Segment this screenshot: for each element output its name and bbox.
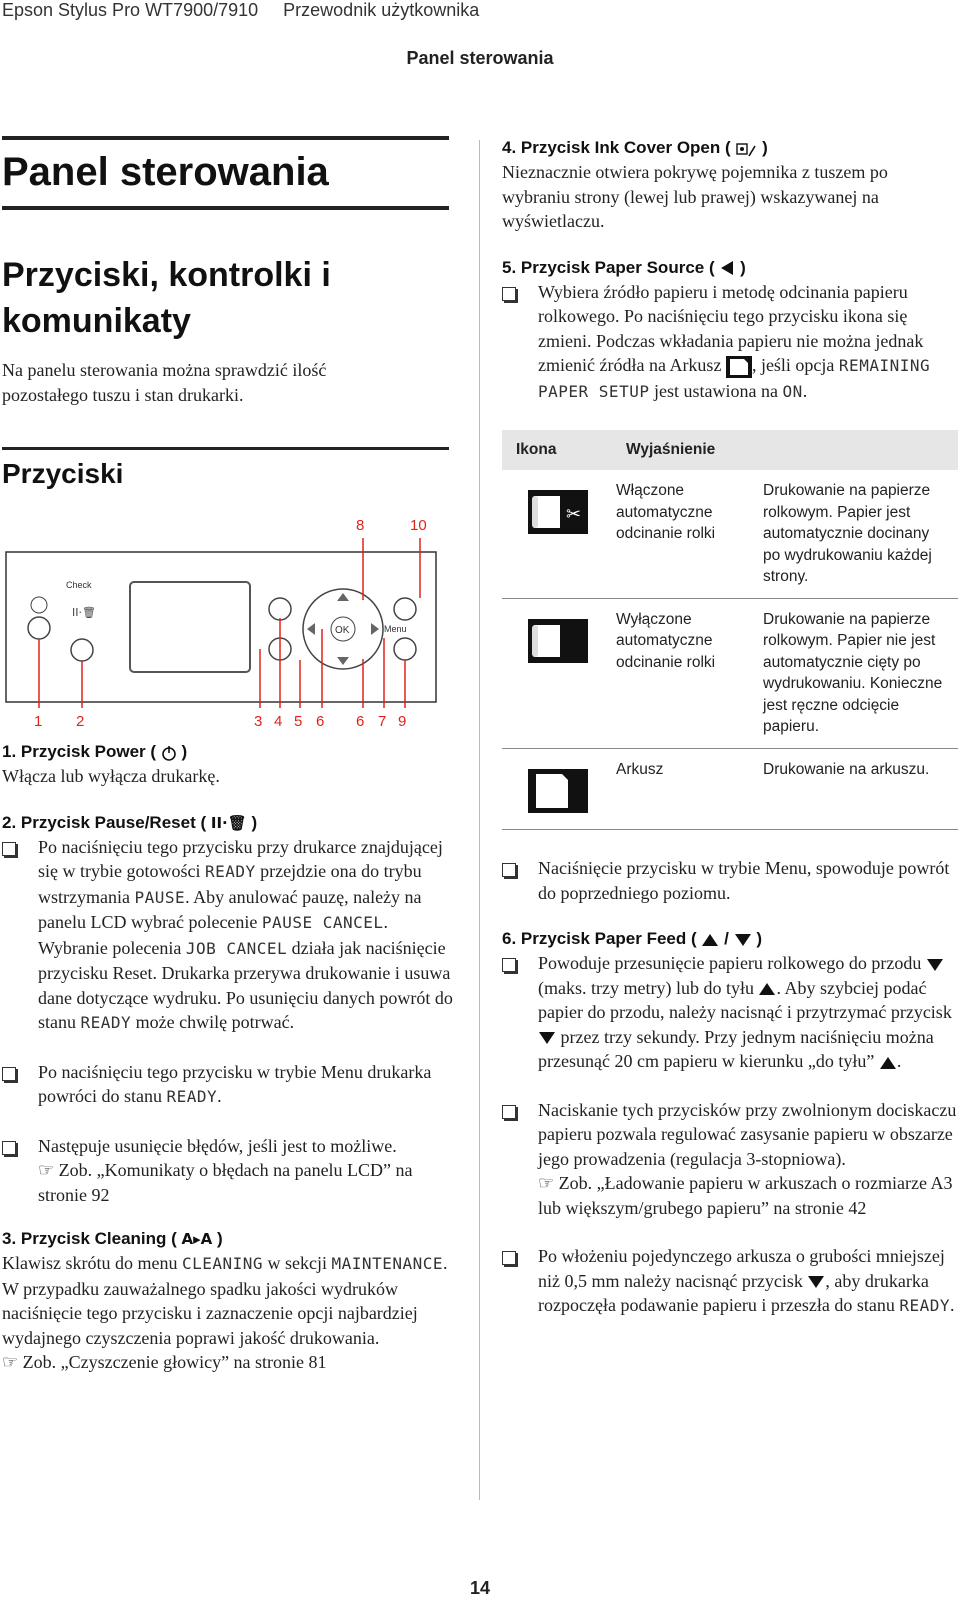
- roll-cutter-off-icon: [528, 619, 588, 663]
- svg-text:✂: ✂: [566, 504, 582, 525]
- table-cell-desc: Drukowanie na papierze rolkowym. Papier nie jest automatycznie cięty po wydrukowaniu. Konieczne jest ręczne odcięcie papieru.: [749, 598, 958, 748]
- table-bottom-rule: [502, 829, 958, 830]
- b5-menu-list: [502, 856, 958, 905]
- paper-feed-down-icon: [926, 958, 944, 972]
- power-button: [28, 617, 50, 639]
- b3-title: 3. Przycisk Cleaning (: [2, 1229, 177, 1248]
- b1-title: 1. Przycisk Power (: [2, 742, 157, 761]
- callout-8: 8: [356, 517, 365, 534]
- b3-ref: [2, 1350, 457, 1375]
- cleaning-button: [269, 598, 291, 620]
- page-title: Panel sterowania: [2, 150, 329, 194]
- title-rule-bottom: [2, 206, 449, 210]
- table-cell-name: Wyłączone automatyczne odcinanie rolki: [612, 598, 749, 748]
- b5-list: [502, 280, 958, 405]
- table-cell-desc: Drukowanie na arkuszu.: [763, 760, 930, 778]
- b3-heading: [2, 1227, 457, 1251]
- control-panel-diagram: [2, 500, 442, 730]
- left-column: [2, 136, 457, 1375]
- cleaning-icon: A▸A: [181, 1230, 213, 1248]
- pointing-hand-icon: ☞: [538, 1173, 555, 1193]
- paper-feed-up-icon: [879, 1056, 897, 1070]
- list-item: Naciśnięcie przycisku w trybie Menu, spowoduje powrót do poprzedniego poziomu.: [502, 856, 958, 905]
- list-item: Naciskanie tych przycisków przy zwolnionym dociskaczu papieru pozwala regulować zasysanie papieru w obszarze jego prowadzenia (regulacja 3-stopniowa). ☞ Zob. „Ładowanie papieru w arkuszach o rozmiarze A3 lub większym/grubego papieru” na stronie 42: [502, 1098, 958, 1221]
- list-item: Powoduje przesunięcie papieru rolkowego do przodu (maks. trzy metry) lub do tyłu . Aby szybciej podać papier do przodu, należy nacisnąć i przytrzymać przycisk przez trzy sekundy. Przy jednym naciśnięciu można przesunąć 20 cm papieru w kierunku „do tyłu” .: [502, 951, 958, 1074]
- callout-4: 4: [274, 713, 283, 730]
- ok-label: OK: [335, 625, 350, 636]
- ink-cover-open-icon: [735, 140, 757, 158]
- column-divider: [479, 140, 480, 1500]
- b3-ref-link[interactable]: Zob. „Czyszczenie głowicy” na stronie 81: [22, 1352, 327, 1372]
- pointing-hand-icon: ☞: [2, 1352, 19, 1372]
- paper-source-table: [502, 430, 958, 829]
- sheet-icon: [726, 356, 752, 378]
- table-header-icon: Ikona: [502, 430, 612, 470]
- paper-feed-down-icon: [734, 933, 752, 947]
- b4-heading: [502, 136, 958, 160]
- list-item: Po włożeniu pojedynczego arkusza o grubości mniejszej niż 0,5 mm należy nacisnąć przycisk , aby drukarka rozpoczęła podawanie papieru i przeszła do stanu READY.: [502, 1244, 958, 1319]
- callout-6b: 6: [356, 713, 365, 730]
- buttons-rule: [2, 447, 449, 450]
- b1-text: Włącza lub wyłącza drukarkę.: [2, 766, 220, 786]
- b2-close: ): [251, 812, 258, 832]
- callout-3: 3: [254, 713, 263, 730]
- section-header: Panel sterowania: [406, 48, 554, 68]
- page-number: 14: [469, 1578, 491, 1598]
- b6-title: 6. Przycisk Paper Feed (: [502, 929, 697, 948]
- paper-cut-button: [394, 598, 416, 620]
- b5-heading: [502, 256, 958, 280]
- callout-5: 5: [294, 713, 303, 730]
- table-cell-name: Włączone automatyczne odcinanie rolki: [612, 470, 749, 598]
- b6-heading: [502, 927, 958, 951]
- b5-close: ): [740, 257, 746, 277]
- list-item: Po naciśnięciu tego przycisku przy drukarce znajdującej się w trybie gotowości READY przejdzie ona do trybu wstrzymania PAUSE. Aby anulować pauzę, należy na panelu LCD wybrać polecenie PAUSE CANCEL. Wybranie polecenia JOB CANCEL działa jak naciśnięcie przycisku Reset. Drukarka przerywa drukowanie i usuwa dane dotyczące wydruku. Po usunięciu danych powrót do stanu READY może chwilę potrwać.: [2, 835, 457, 1036]
- b2-title: 2. Przycisk Pause/Reset (: [2, 812, 207, 832]
- table-row: [502, 470, 958, 598]
- pause-reset-icon: II·🗑: [210, 813, 247, 832]
- b6-ref-link[interactable]: Zob. „Ładowanie papieru w arkuszach o rozmiarze A3 lub większym/grubego papieru” na stronie 42: [538, 1173, 953, 1218]
- list-item: Następuje usunięcie błędów, jeśli jest to możliwe. ☞ Zob. „Komunikaty o błędach na panelu LCD” na stronie 92: [2, 1134, 457, 1208]
- guide-name: Przewodnik użytkownika: [283, 0, 480, 20]
- callout-6: 6: [316, 713, 325, 730]
- b2-ref-link[interactable]: Zob. „Komunikaty o błędach na panelu LCD” na stronie 92: [38, 1160, 413, 1205]
- list-item: Wybiera źródło papieru i metodę odcinania papieru rolkowego. Po naciśnięciu tego przycisku ikona się zmieni. Podczas wkładania papieru nie można jednak zmienić źródła na Arkusz , jeśli opcja REMAINING PAPER SETUP jest ustawiona na ON.: [502, 280, 958, 405]
- product-name: Epson Stylus Pro WT7900/7910: [2, 0, 259, 20]
- lcd-screen: [130, 582, 250, 672]
- paper-feed-up-icon: [701, 933, 719, 947]
- table-row: [502, 598, 958, 748]
- b6-list: [502, 951, 958, 1319]
- b2-heading: [2, 811, 457, 835]
- title-rule: [2, 136, 449, 140]
- paper-source-left-icon: [719, 260, 735, 276]
- check-lamp: [31, 597, 47, 613]
- callout-2: 2: [76, 713, 85, 730]
- b4-text: Nieznacznie otwiera pokrywę pojemnika z tuszem po wybraniu strony (lewej lub prawej) wskazywanej na wyświetlaczu.: [502, 162, 888, 231]
- b3-text: Klawisz skrótu do menu CLEANING w sekcji MAINTENANCE. W przypadku zauważalnego spadku jakości wydruków naciśnięcie tego przycisku i zaznaczenie opcji najbardziej wydajnego czyszczenia poprawi jakość drukowania.: [2, 1253, 448, 1348]
- paper-feed-up-icon: [758, 982, 776, 996]
- table-cell-desc: Drukowanie na papierze rolkowym. Papier jest automatycznie docinany po wydrukowaniu każdej strony.: [749, 470, 958, 598]
- running-header: [2, 0, 499, 21]
- b2-list: [2, 835, 457, 1208]
- table-row: [502, 748, 958, 829]
- pause-button: [71, 639, 93, 661]
- callout-10: 10: [410, 517, 427, 534]
- pointing-hand-icon: ☞: [38, 1160, 55, 1180]
- right-column: [502, 136, 958, 1319]
- b4-title: 4. Przycisk Ink Cover Open (: [502, 138, 731, 157]
- paper-feed-down-icon: [538, 1031, 556, 1045]
- callout-9: 9: [398, 713, 407, 730]
- b1-close: ): [181, 742, 188, 761]
- callout-7: 7: [378, 713, 387, 730]
- b4-close: ): [762, 138, 768, 157]
- menu-label: Menu: [384, 624, 407, 634]
- b5-title: 5. Przycisk Paper Source (: [502, 257, 715, 277]
- menu-button: [394, 638, 416, 660]
- intro-text: Na panelu sterowania można sprawdzić ilość pozostałego tuszu i stan drukarki.: [2, 360, 327, 405]
- buttons-heading: Przyciski: [2, 458, 124, 489]
- section-title: Przyciski, kontrolki i komunikaty: [2, 256, 331, 340]
- paper-feed-down-icon: [807, 1275, 825, 1289]
- roll-cutter-on-icon: [528, 490, 588, 534]
- b1-heading: [2, 740, 457, 764]
- sheet-icon: [528, 769, 588, 813]
- power-icon: [161, 745, 177, 761]
- pause-glyph: II·🗑: [72, 606, 96, 619]
- b6-sep: /: [724, 929, 734, 948]
- list-item: Po naciśnięciu tego przycisku w trybie Menu drukarka powróci do stanu READY.: [2, 1060, 457, 1110]
- b6-close: ): [756, 929, 762, 948]
- callout-1: 1: [34, 713, 43, 730]
- table-header-explanation: Wyjaśnienie: [612, 430, 958, 470]
- table-cell-name: Arkusz: [616, 760, 664, 778]
- check-label: Check: [66, 580, 92, 590]
- b3-close: ): [217, 1229, 223, 1248]
